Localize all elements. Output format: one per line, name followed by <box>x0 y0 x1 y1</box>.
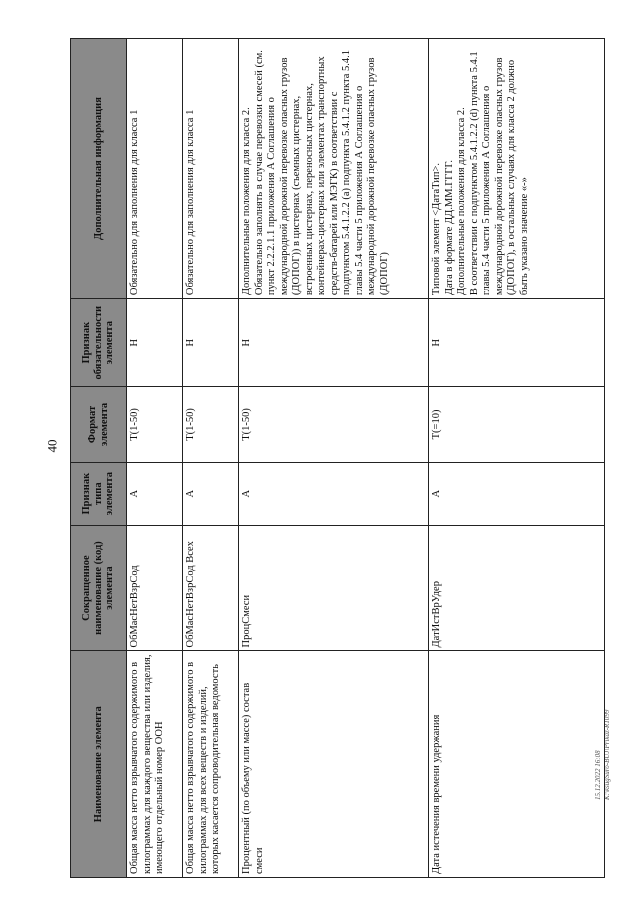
cell-info <box>429 39 605 299</box>
cell-type: А <box>239 462 429 525</box>
header-type: Признак типа элемента <box>71 462 127 525</box>
info-line: Типовой элемент <ДатаТип>. <box>431 162 442 296</box>
header-format: Формат элемента <box>71 387 127 463</box>
cell-required: Н <box>429 299 605 387</box>
cell-name: Процентный (по объему или массе) состав смеси <box>239 651 429 878</box>
cell-type: А <box>429 462 605 525</box>
table-row <box>127 39 183 878</box>
header-name: Наименование элемента <box>71 651 127 878</box>
cell-code: ДатИстВрУдер <box>429 525 605 651</box>
cell-required: Н <box>127 299 183 387</box>
info-line: Обязательно для заполнения для класса 1 <box>129 109 140 296</box>
cell-code: ПроцСмеси <box>239 525 429 651</box>
info-line: Обязательно заполнять в случае перевозки смесей (см. пункт 2.2.2.1.1 приложения А Соглашения о международной дорожной перевозке опасных грузов (ДОПОГ)) в цистернах (съемных цистернах, встроенных цистернах, переносных цистернах, контейнерах-цистернах или элементах транспортных средств-батарей или МЭГК) в соответствии с подпунктом 5.4.1.2.2 (a) подпункта 5.4.1.2 пункта 5.4.1 главы 5.4 части 5 приложения А Соглашения о международной дорожной перевозке опасных грузов (ДОПОГ) <box>253 50 390 296</box>
cell-required: Н <box>239 299 429 387</box>
info-line: В соответствии с подпунктом 5.4.1.2.2 (d) пункта 5.4.1 главы 5.4 части 5 приложения А Соглашения о международной дорожной перевозке опасных грузов (ДОПОГ), в остальных случаях для класса 2 должно быть указано значение «-» <box>468 51 530 296</box>
cell-info <box>183 39 239 299</box>
cell-info <box>127 39 183 299</box>
page-number: 40 <box>44 439 60 453</box>
cell-code: ОбМасНетВзрСод <box>127 525 183 651</box>
table-row <box>239 39 429 878</box>
table-row <box>183 39 239 878</box>
cell-format: T(1-50) <box>239 387 429 463</box>
cell-code: ОбМасНетВзрСод Всех <box>183 525 239 651</box>
cell-name: Общая масса нетто взрывчатого содержимого в килограммах для всех веществ и изделий, которых касается сопроводительная ведомость <box>183 651 239 878</box>
cell-type: А <box>127 462 183 525</box>
info-line: Дата в формате ДД.ММ.ГГГГ. <box>443 160 455 296</box>
header-code: Сокращенное наименование (код) элемента <box>71 525 127 651</box>
header-info: Дополнительная информация <box>71 39 127 299</box>
table-header-row <box>71 39 127 878</box>
rotated-table-container <box>70 38 605 878</box>
header-required: Признак обязательности элемента <box>71 299 127 387</box>
elements-table <box>70 38 605 878</box>
cell-format: T(1-50) <box>183 387 239 463</box>
footer-line-1: 15.12.2022 16:08 <box>594 750 602 800</box>
info-line: Дополнительные положения для класса 2. <box>241 107 252 296</box>
cell-name: Общая масса нетто взрывчатого содержимого в килограммах для каждого вещества или изделия, имеющего отдельный номер ООН <box>127 651 183 878</box>
cell-name: Дата истечения времени удержания <box>429 651 605 878</box>
table-row <box>429 39 605 878</box>
footer-line-2: K:\ksugSuro-BUJ\Prikaz-R1099 <box>603 709 611 800</box>
cell-required: Н <box>183 299 239 387</box>
cell-format: T(=10) <box>429 387 605 463</box>
info-line: Дополнительные положения для класса 2. <box>456 107 467 296</box>
cell-info <box>239 39 429 299</box>
cell-format: T(1-50) <box>127 387 183 463</box>
cell-type: А <box>183 462 239 525</box>
info-line: Обязательно для заполнения для класса 1 <box>185 109 196 296</box>
